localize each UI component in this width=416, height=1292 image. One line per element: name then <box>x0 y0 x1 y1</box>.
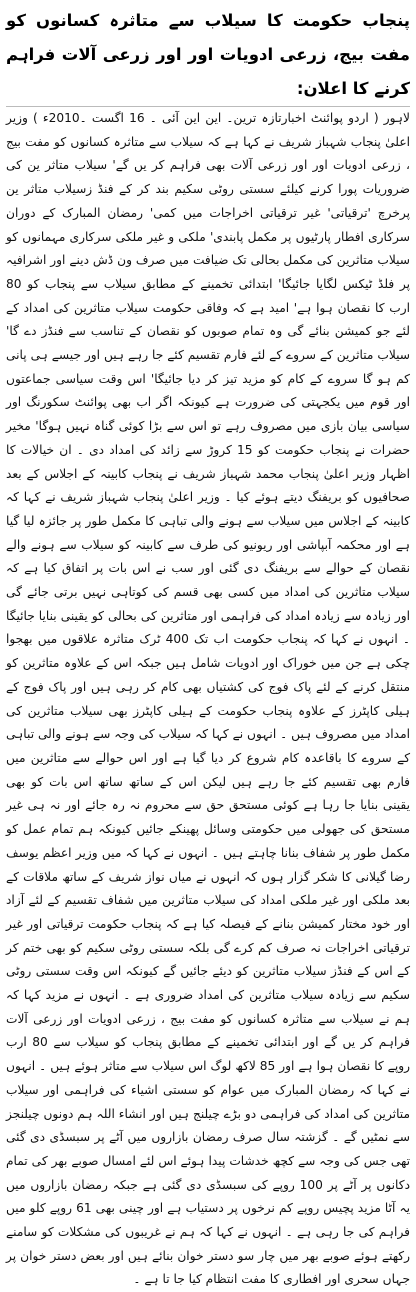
article-body: لاہور ( اردو پوائنٹ اخبارتازہ ترین۔ این این آئی ۔ 16 اگست ۔2010ء ) وزیر اعلیٰ پنجاب شہباز شریف نے کہا ہے کہ سیلاب سے متاثرہ کسانوں کو مفت بیج ، زرعی ادویات اور اور زرعی آلات بھی فراہم کر یں گے' سیلاب متاثر ین کی ضروریات پورا کرنے کیلئے سستی روٹی سکیم بند کر کے فنڈ زسیلاب متاثر ین پرخرچ 'ترقیاتی' غیر ترقیاتی اخراجات میں کمی' رمضان المبارک کے دوران سرکاری افطار پارٹیوں پر مکمل پابندی' ملکی و غیر ملکی سرکاری مہمانوں کو سیلاب متاثرین کی مکمل بحالی تک ضیافت میں صرف ون ڈش دینے اور اشرافیہ پر فلڈ ٹیکس لگایا جائیگا' ابتدائی تخمینے کے مطابق سیلاب سے پنجاب کو 80 ارب کا نقصان ہوا ہے' امید ہے کہ وفاقی حکومت سیلاب متاثرین کی امداد کے لئے جو کمیشن بنائے گی وہ تمام صوبوں کو نقصان کے تناسب سے فنڈز دے گا' سیلاب متاثرین کے سروے کے لئے فارم تقسیم کئے جا رہے ہیں اور جیسے ہی پانی کم ہو گا سروے کے کام کو مزید تیز کر دیا جائیگا' اس وقت سیاسی جماعتوں اور قوم میں یکجہتی کی ضرورت ہے کیونکہ اگر اب بھی پوائنٹ سکورنگ اور سیاسی بیان بازی میں مصروف رہے تو اس سے بڑا کوئی گناہ نہیں ہوگا' مخیر حضرات نے پنجاب حکومت کو 15 کروڑ سے زائد کی امداد دی ۔ ان خیالات کا اظہار وزیر اعلیٰ پنجاب محمد شہباز شریف نے پنجاب کابینہ کے اجلاس کے بعد صحافیوں کو بریفنگ دیتے ہوئے کیا ۔ وزیر اعلیٰ پنجاب شہباز شریف نے کہا کہ کابینہ کے اجلاس میں سیلاب سے ہونے والی تباہی کا مکمل طور پر جائزہ لیا گیا ہے اور محکمہ آبپاشی اور ریونیو کی طرف سے کابینہ کو سیلاب سے ہونے والے نقصان کے حوالے سے بریفنگ دی گئی اور سب نے اس بات پر اتفاق کیا ہے کہ سیلاب متاثرین کی امداد میں کسی بھی قسم کی کوتاہی نہیں برتی جائے گی اور زیادہ سے زیادہ امداد کی فراہمی اور متاثرین کی بحالی کو یقینی بنایا جائیگا ۔ انہوں نے کہا کہ پنجاب حکومت اب تک 400 ٹرک متاثرہ علاقوں میں بھجوا چکی ہے جن میں خوراک اور ادویات شامل ہیں جبکہ اس کے علاوہ متاثرین کو منتقل کرنے کے لئے پاک فوج کی کشتیاں بھی کام کر رہی ہیں اور پاک فوج کے ہیلی کاپٹرز کے علاوہ پنجاب حکومت کے ہیلی کاپٹرز بھی سیلاب متاثرین کی امداد میں مصروف ہیں ۔ انہوں نے کہا کہ سیلاب کی وجہ سے ہونے والی تباہی کے سروے کا باقاعدہ کام شروع کر دیا گیا ہے اور اس حوالے سے متاثرین میں فارم بھی تقسیم کئے جا رہے ہیں لیکن اس کے ساتھ ساتھ اس بات کو بھی یقینی بنایا جا رہا ہے کوئی مستحق حق سے محروم نہ رہ جائے اور نہ ہی غیر مستحق کی جھولی میں حکومتی وسائل پھینکے جائیں کیونکہ ہم تمام عمل کو مکمل طور پر شفاف بنانا چاہتے ہیں ۔ انہوں نے کہا کہ میں وزیر اعظم یوسف رضا گیلانی کا شکر گزار ہوں کہ انہوں نے میاں نواز شریف کے ساتھ ملاقات کے بعد ملکی اور غیر ملکی امداد کی سیلاب متاثرین میں شفاف تقسیم کے لئے آزاد اور خود مختار کمیشن بنانے کے فیصلہ کیا ہے کہ پنجاب حکومت ترقیاتی اور غیر ترقیاتی اخراجات نہ صرف کم کرے گی بلکہ سستی روٹی سکیم کو بھی ختم کر کے اس کے فنڈز سیلاب متاثرین کو دیئے جائیں گے کیونکہ اس وقت سستی روٹی سکیم سے زیادہ سیلاب متاثرین کی امداد ضروری ہے ۔ انہوں نے مزید کہا کہ ہم نے سیلاب سے متاثرہ کسانوں کو مفت بیج ، زرعی ادویات اور زرعی آلات فراہم کر یں گے اور ابتدائی تخمینے کے مطابق پنجاب کو سیلاب سے 80 ارب روپے کا نقصان ہوا ہے اور 85 لاکھ لوگ اس سیلاب سے متاثر ہوئے ہیں ۔ انہوں نے کہا کہ رمضان المبارک میں عوام کو سستی اشیاء کی فراہمی اور سیلاب متاثرین کی امداد کی فراہمی دو بڑے چیلنج ہیں اور انشاء اللہ ہم دونوں چیلنجز سے نمٹیں گے ۔ گزشتہ سال صرف رمضان بازاروں میں آٹے پر سبسڈی دی گئی تھی جس کی وجہ سے کچھ خدشات پیدا ہوئے اس لئے امسال صوبے بھر کی تمام دکانوں پر آٹے پر 100 روپے کی سبسڈی دی گئی ہے جبکہ رمضان بازاروں میں یہ آٹا مزید پچیس روپے کم نرخوں پر دستیاب ہے اور چینی بھی 61 روپے کلو میں فراہم کی جا رہی ہے ۔ انہوں نے کہا کہ ہم نے غریبوں کی مشکلات کو سامنے رکھتے ہوئے صوبے بھر میں چار سو دستر خوان بنائے ہیں اور بعض دستر خوان پر جہاں سحری اور افطاری کا مفت انتظام کیا جا تا ہے ۔ <box>6 111 411 1287</box>
article-headline: پنجاب حکومت کا سیلاب سے متاثرہ کسانوں کو مفت بیج، زرعی ادویات اور اور زرعی آلات فراہم کرنے کا اعلان: <box>6 4 410 107</box>
